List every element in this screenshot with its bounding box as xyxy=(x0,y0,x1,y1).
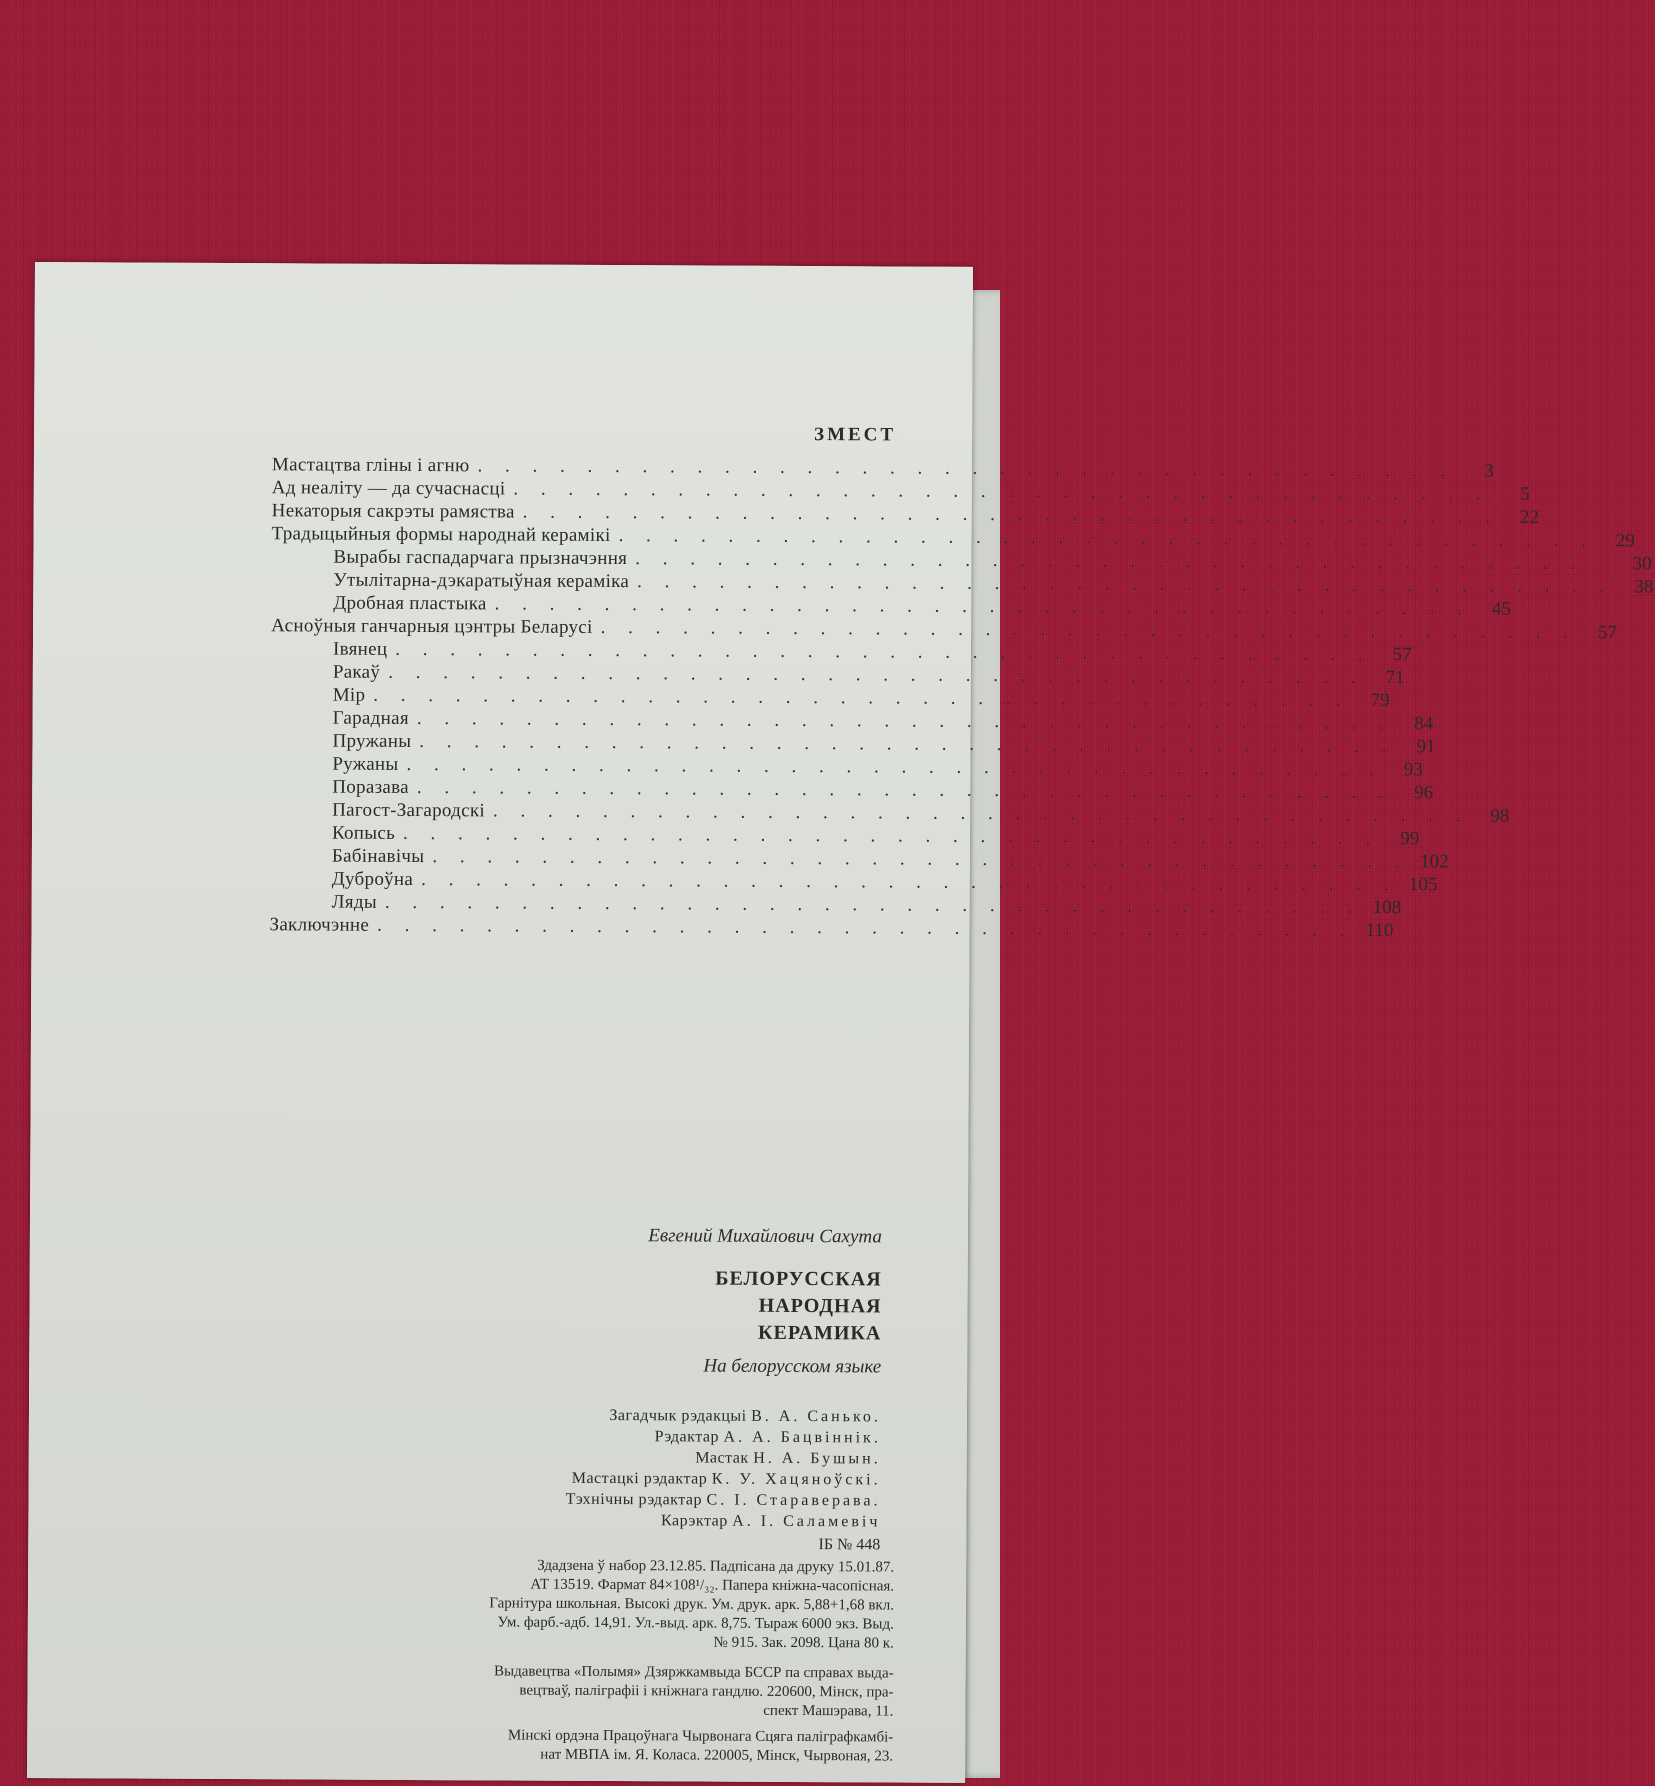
editorial-staff xyxy=(565,1405,881,1533)
toc-leader-dots: . . . . . . . . . . . . . . . . . . . . . . . . . . . . . . . . . . . . xyxy=(492,800,1470,827)
toc-entry-title: Пагост-Загародскі xyxy=(332,799,486,822)
toc-entry xyxy=(270,844,1449,873)
toc-leader-dots: . . . . . . . . . . . . . . . . . . . . . . . . . . . . . . . . . . . . xyxy=(421,869,1398,896)
imprint-line: нат МВПА ім. Я. Коласа. 220005, Мінск, Чырвоная, 23. xyxy=(540,1746,894,1765)
staff-role: Карэктар xyxy=(661,1512,728,1530)
toc-entry xyxy=(271,499,1540,528)
table-of-contents xyxy=(269,453,1654,942)
toc-entry xyxy=(270,798,1510,827)
toc-entry-page: 108 xyxy=(1372,897,1402,919)
toc-entry-title: Дробная пластыка xyxy=(333,592,487,615)
imprint-line: Здадзена ў набор 23.12.85. Падпісана да друку 15.01.87. xyxy=(537,1557,895,1576)
toc-entry-page: 30 xyxy=(1632,553,1652,575)
toc-entry-title: Вырабы гаспадарчага прызначэння xyxy=(333,546,628,570)
toc-entry xyxy=(271,683,1390,712)
toc-leader-dots: . . . . . . . . . . . . . . . . . . . . . . . . . . . . . . . . . . . . xyxy=(403,822,1380,850)
toc-entry xyxy=(270,775,1434,804)
toc-entry xyxy=(270,729,1436,758)
book-title-line: НАРОДНАЯ xyxy=(758,1294,882,1318)
imprint-line: спект Машэрава, 11. xyxy=(763,1702,894,1720)
toc-entry-page: 102 xyxy=(1420,851,1449,873)
production-info xyxy=(224,1555,894,1654)
toc-leader-dots: . . . . . . . . . . . . . . . . . . . . . . . . . . . . . . . . . . . . xyxy=(637,571,1614,598)
toc-entry-page: 84 xyxy=(1414,713,1434,735)
toc-entry-title: Ляды xyxy=(331,891,377,913)
toc-entry xyxy=(271,614,1617,644)
toc-entry-page: 45 xyxy=(1491,598,1511,620)
toc-entry-page: 29 xyxy=(1615,530,1635,552)
toc-leader-dots: . . . . . . . . . . . . . . . . . . . . . . . . . . . . . . . . . . . . xyxy=(416,777,1394,804)
toc-entry-page: 99 xyxy=(1400,828,1420,850)
toc-leader-dots: . . . . . . . . . . . . . . . . . . . . . . . . . . . . . . . . . . . . xyxy=(384,891,1362,918)
toc-entry xyxy=(271,453,1494,482)
toc-entry xyxy=(271,706,1434,735)
toc-entry-title: Гарадная xyxy=(332,707,409,729)
toc-entry-title: Некаторыя сакрэты рамяства xyxy=(271,500,515,523)
toc-leader-dots: . . . . . . . . . . . . . . . . . . . . . . . . . . . . . . . . . . . . xyxy=(395,638,1372,666)
book-page xyxy=(27,262,1654,1783)
toc-leader-dots: . . . . . . . . . . . . . . . . . . . . . . . . . . . . . . . . . . . . xyxy=(494,593,1471,620)
publisher-info xyxy=(223,1661,893,1722)
toc-entry xyxy=(270,752,1423,781)
toc-entry-title: Івянец xyxy=(332,638,388,660)
toc-entry xyxy=(271,476,1530,505)
staff-role: Мастак xyxy=(695,1449,749,1467)
toc-entry xyxy=(271,545,1652,575)
toc-leader-dots: . . . . . . . . . . . . . . . . . . . . . . . . . . . . . . . . . . . . xyxy=(513,478,1490,505)
imprint-line: Гарнітура школьная. Высокі друк. Ум. друк. арк. 5,88+1,68 вкл. xyxy=(489,1595,895,1614)
toc-entry-page: 79 xyxy=(1370,689,1390,712)
staff-role: Рэдактар xyxy=(654,1428,720,1446)
toc-entry xyxy=(270,867,1438,896)
staff-line xyxy=(565,1510,880,1533)
staff-line xyxy=(566,1489,881,1512)
toc-entry-title: Поразава xyxy=(332,776,409,798)
printer-info xyxy=(223,1725,893,1767)
imprint-line: АТ 13519. Фармат 84×108¹/₃₂. Папера кніжна-часопісная. xyxy=(530,1576,895,1595)
toc-entry-page: 96 xyxy=(1414,782,1434,804)
toc-leader-dots: . . . . . . . . . . . . . . . . . . . . . . . . . . . . . . . . . . . . xyxy=(406,753,1383,781)
toc-entry-page: 57 xyxy=(1597,622,1617,644)
toc-entry-page: 93 xyxy=(1403,759,1423,781)
toc-entry xyxy=(271,522,1635,552)
book-title-line: БЕЛОРУССКАЯ xyxy=(715,1267,882,1291)
toc-entry xyxy=(271,591,1511,620)
staff-name: Н. А. Бушын. xyxy=(753,1449,881,1468)
toc-entry-page: 22 xyxy=(1519,506,1540,528)
toc-leader-dots: . . . . . . . . . . . . . . . . . . . . . . . . . . . . . . . . . . . . xyxy=(635,548,1612,575)
toc-entry-title: Пружаны xyxy=(332,730,412,752)
toc-leader-dots: . . . . . . . . . . . . . . . . . . . . . . . . . . . . . . . . . . . . xyxy=(373,684,1350,711)
staff-line xyxy=(566,1447,881,1470)
toc-entry-page: 5 xyxy=(1520,483,1530,505)
staff-line xyxy=(566,1405,881,1428)
book-title-line: КЕРАМИКА xyxy=(758,1321,882,1345)
toc-leader-dots: . . . . . . . . . . . . . . . . . . . . . . . . . . . . . . . . . . . . xyxy=(600,616,1577,644)
toc-entry-page: 71 xyxy=(1385,667,1405,689)
toc-entry-title: Утылітарна-дэкаратыўная кераміка xyxy=(333,569,630,593)
toc-entry-page: 38 xyxy=(1634,576,1654,598)
imprint-line: Ум. фарб.-адб. 14,91. Ул.-выд. арк. 8,75. Тыраж 6000 экз. Выд. xyxy=(497,1614,894,1633)
staff-role: Мастацкі рэдактар xyxy=(571,1469,708,1488)
toc-entry xyxy=(271,660,1405,689)
imprint-line: Выдавецтва «Полымя» Дзяржкамвыда БССР па справах выда- xyxy=(494,1663,894,1682)
toc-entry-title: Ракаў xyxy=(332,661,381,683)
toc-leader-dots: . . . . . . . . . . . . . . . . . . . . . . . . . . . . . . . . . . . . xyxy=(522,501,1500,528)
book-title xyxy=(715,1266,882,1348)
imprint-line: вецтваў, паліграфіі і кніжнага гандлю. 220600, Мінск, пра- xyxy=(519,1682,894,1701)
toc-entry xyxy=(269,913,1394,942)
toc-entry-page: 91 xyxy=(1416,736,1436,758)
toc-leader-dots: . . . . . . . . . . . . . . . . . . . . . . . . . . . . . . . . . . . . xyxy=(432,846,1409,873)
staff-role: Тэхнічны рэдактар xyxy=(565,1490,703,1509)
toc-entry xyxy=(271,568,1654,598)
toc-entry-page: 3 xyxy=(1484,460,1494,482)
staff-name: В. А. Санько. xyxy=(751,1407,882,1426)
toc-entry-title: Копысь xyxy=(331,822,396,844)
toc-entry-page: 110 xyxy=(1365,919,1394,942)
toc-entry-title: Мастацтва гліны і агню xyxy=(271,454,470,477)
toc-leader-dots: . . . . . . . . . . . . . . . . . . . . . . . . . . . . . . . . . . . . xyxy=(377,914,1354,941)
toc-entry-title: Бабінавічы xyxy=(331,845,425,868)
toc-entry-title: Асноўныя ганчарныя цэнтры Беларусі xyxy=(271,615,593,638)
toc-entry-title: Традыцыйныя формы народнай керамікі xyxy=(271,523,611,547)
staff-name: А. І. Саламевіч xyxy=(732,1512,881,1531)
staff-name: С. І. Стараверава. xyxy=(706,1491,881,1510)
toc-entry xyxy=(270,890,1402,919)
toc-leader-dots: . . . . . . . . . . . . . . . . . . . . . . . . . . . . . . . . . . . . xyxy=(618,525,1595,552)
toc-heading: ЗМЕСТ xyxy=(814,424,897,446)
toc-leader-dots: . . . . . . . . . . . . . . . . . . . . . . . . . . . . . . . . . . . . xyxy=(477,455,1454,482)
imprint-line: Мінскі ордэна Працоўнага Чырвонага Сцяга паліграфкамбі- xyxy=(507,1727,894,1746)
toc-entry xyxy=(270,821,1420,850)
toc-entry-page: 105 xyxy=(1408,874,1438,896)
toc-entry-title: Мір xyxy=(332,684,366,706)
staff-line xyxy=(566,1426,881,1449)
toc-leader-dots: . . . . . . . . . . . . . . . . . . . . . . . . . . . . . . . . . . . . xyxy=(419,731,1396,758)
toc-entry xyxy=(271,637,1412,666)
toc-entry-title: Ад неаліту — да сучаснасці xyxy=(271,477,506,500)
toc-leader-dots: . . . . . . . . . . . . . . . . . . . . . . . . . . . . . . . . . . . . xyxy=(416,708,1394,735)
toc-entry-title: Ружаны xyxy=(332,753,399,775)
staff-role: Загадчык рэдакцыі xyxy=(609,1407,747,1425)
staff-line xyxy=(566,1468,881,1491)
toc-entry-title: Заключэнне xyxy=(269,914,370,936)
toc-entry-page: 57 xyxy=(1392,644,1412,666)
ib-number: ІБ № 448 xyxy=(818,1536,881,1554)
author-name: Евгений Михайлович Сахута xyxy=(648,1225,882,1248)
imprint-line: № 915. Зак. 2098. Цана 80 к. xyxy=(713,1634,894,1652)
staff-name: А. А. Бацвіннік. xyxy=(723,1428,881,1447)
toc-entry-page: 98 xyxy=(1490,805,1510,827)
toc-leader-dots: . . . . . . . . . . . . . . . . . . . . . . . . . . . . . . . . . . . . xyxy=(388,661,1365,688)
toc-entry-title: Дуброўна xyxy=(331,868,414,890)
staff-name: К. У. Хацяноўскі. xyxy=(711,1470,881,1489)
language-note: На белорусском языке xyxy=(703,1355,882,1378)
